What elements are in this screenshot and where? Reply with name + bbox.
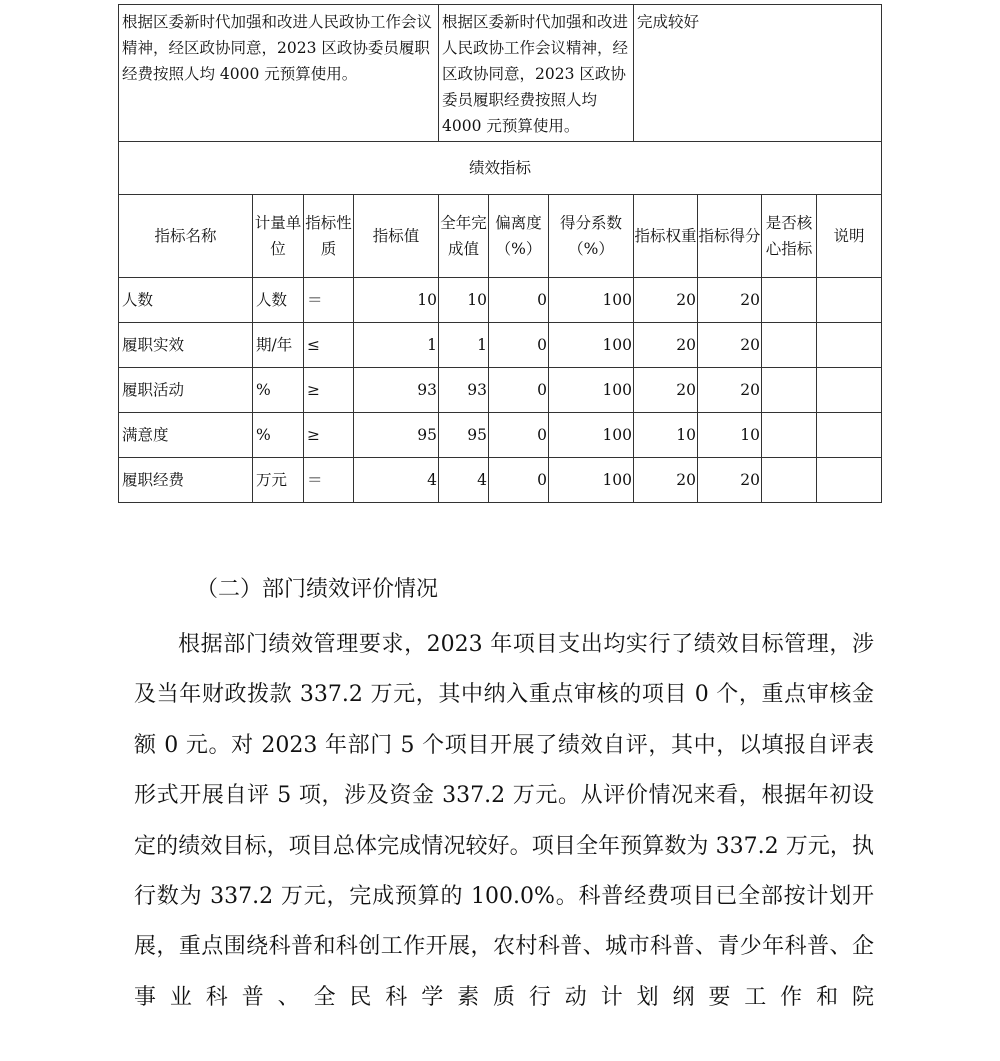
cell-score: 20	[698, 458, 762, 503]
cell-name: 履职经费	[119, 458, 253, 503]
header-note: 说明	[817, 195, 882, 278]
cell-deviation: 0	[489, 458, 549, 503]
cell-core	[762, 368, 817, 413]
cell-weight: 20	[634, 278, 698, 323]
cell-weight: 20	[634, 368, 698, 413]
cell-core	[762, 323, 817, 368]
cell-weight: 20	[634, 323, 698, 368]
cell-deviation: 0	[489, 278, 549, 323]
cell-target: 10	[354, 278, 439, 323]
cell-unit: 人数	[253, 278, 304, 323]
cell-actual: 93	[439, 368, 489, 413]
cell-score: 20	[698, 368, 762, 413]
cell-core	[762, 413, 817, 458]
cell-deviation: 0	[489, 323, 549, 368]
top-row-goal-cell: 根据区委新时代加强和改进人民政协工作会议精神，经区政协同意，2023 区政协委员履职经费按照人均 4000 元预算使用。	[119, 5, 439, 142]
top-row-result-cell: 根据区委新时代加强和改进人民政协工作会议精神，经区政协同意，2023 区政协委员履职经费按照人均 4000 元预算使用。	[439, 5, 634, 142]
body-text	[134, 620, 874, 1023]
cell-coefficient: 100	[549, 458, 634, 503]
cell-actual: 95	[439, 413, 489, 458]
header-coefficient: 得分系数（%）	[549, 195, 634, 278]
cell-name: 履职活动	[119, 368, 253, 413]
top-row	[119, 5, 882, 142]
header-score: 指标得分	[698, 195, 762, 278]
cell-actual: 4	[439, 458, 489, 503]
cell-weight: 10	[634, 413, 698, 458]
cell-unit: %	[253, 368, 304, 413]
cell-unit: 万元	[253, 458, 304, 503]
cell-note	[817, 368, 882, 413]
header-unit: 计量单位	[253, 195, 304, 278]
cell-deviation: 0	[489, 413, 549, 458]
header-nature: 指标性质	[304, 195, 354, 278]
cell-unit: 期/年	[253, 323, 304, 368]
cell-note	[817, 458, 882, 503]
cell-nature: ＝	[304, 458, 354, 503]
header-deviation: 偏离度（%）	[489, 195, 549, 278]
cell-score: 20	[698, 323, 762, 368]
cell-target: 1	[354, 323, 439, 368]
table-row	[119, 278, 882, 323]
cell-coefficient: 100	[549, 278, 634, 323]
header-core: 是否核心指标	[762, 195, 817, 278]
cell-deviation: 0	[489, 368, 549, 413]
table-row	[119, 368, 882, 413]
cell-note	[817, 413, 882, 458]
table-title: 绩效指标	[119, 142, 882, 195]
cell-note	[817, 323, 882, 368]
table-row	[119, 413, 882, 458]
header-target: 指标值	[354, 195, 439, 278]
performance-table	[118, 4, 882, 503]
top-row-evaluation-cell: 完成较好	[634, 5, 882, 142]
table-header-row	[119, 195, 882, 278]
cell-score: 20	[698, 278, 762, 323]
header-indicator-name: 指标名称	[119, 195, 253, 278]
cell-unit: %	[253, 413, 304, 458]
cell-target: 4	[354, 458, 439, 503]
cell-target: 93	[354, 368, 439, 413]
cell-coefficient: 100	[549, 368, 634, 413]
cell-nature: ≤	[304, 323, 354, 368]
cell-actual: 10	[439, 278, 489, 323]
cell-name: 人数	[119, 278, 253, 323]
table-row	[119, 323, 882, 368]
cell-note	[817, 278, 882, 323]
cell-target: 95	[354, 413, 439, 458]
cell-name: 履职实效	[119, 323, 253, 368]
table-row	[119, 458, 882, 503]
cell-actual: 1	[439, 323, 489, 368]
cell-nature: ≥	[304, 368, 354, 413]
cell-core	[762, 458, 817, 503]
header-weight: 指标权重	[634, 195, 698, 278]
cell-name: 满意度	[119, 413, 253, 458]
cell-core	[762, 278, 817, 323]
cell-weight: 20	[634, 458, 698, 503]
cell-nature: ＝	[304, 278, 354, 323]
section-heading: （二）部门绩效评价情况	[196, 577, 439, 602]
cell-coefficient: 100	[549, 323, 634, 368]
header-actual: 全年完成值	[439, 195, 489, 278]
cell-coefficient: 100	[549, 413, 634, 458]
cell-score: 10	[698, 413, 762, 458]
body-paragraph: 根据部门绩效管理要求，2023 年项目支出均实行了绩效目标管理，涉及当年财政拨款 337.2 万元，其中纳入重点审核的项目 0 个，重点审核金额 0 元。对 2023 年部门 5 个项目开展了绩效自评，其中，以填报自评表形式开展自评 5 项，涉及资金 337.2 万元。从评价情况来看，根据年初设定的绩效目标，项目总体完成情况较好。项目全年预算数为 337.2 万元，执行数为 337.2 万元，完成预算的 100.0%。科普经费项目已全部按计划开展，重点围绕科普和科创工作开展，农村科普、城市科普、青少年科普、企事业科普、全民科学素质行动计划纲要工作和院	[134, 632, 874, 1010]
cell-nature: ≥	[304, 413, 354, 458]
